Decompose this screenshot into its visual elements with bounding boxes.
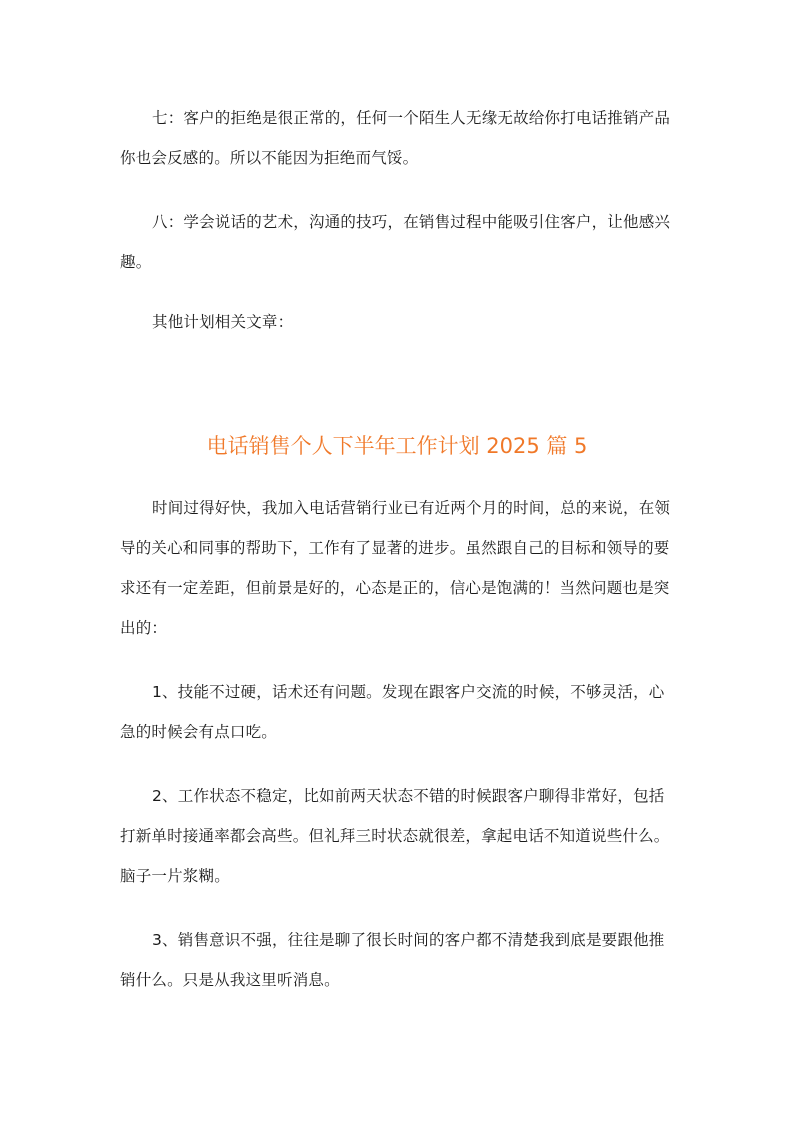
related-articles-label: 其他计划相关文章：	[152, 313, 294, 331]
paragraph-eight: 八：学会说话的艺术，沟通的技巧，在销售过程中能吸引住客户，让他感兴趣。	[120, 213, 671, 271]
section-heading: 电话销售个人下半年工作计划 2025 篇 5	[206, 434, 588, 458]
list-item-3: 3、销售意识不强，往往是聊了很长时间的客户都不清楚我到底是要跟他推销什么。只是从我这里听消息。	[120, 931, 665, 989]
list-item-2: 2、工作状态不稳定，比如前两天状态不错的时候跟客户聊得非常好，包括打新单时接通率都会高些。但礼拜三时状态就很差，拿起电话不知道说些什么。脑子一片浆糊。	[120, 787, 670, 885]
intro-paragraph: 时间过得好快，我加入电话营销行业已有近两个月的时间，总的来说，在领导的关心和同事的帮助下，工作有了显著的进步。虽然跟自己的目标和领导的要求还有一定差距，但前景是好的，心态是正的，信心是饱满的！当然问题也是突出的：	[120, 499, 671, 637]
list-item-1: 1、技能不过硬，话术还有问题。发现在跟客户交流的时候，不够灵活，心急的时候会有点口吃。	[120, 683, 665, 741]
paragraph-seven: 七：客户的拒绝是很正常的，任何一个陌生人无缘无故给你打电话推销产品你也会反感的。所以不能因为拒绝而气馁。	[120, 109, 671, 167]
